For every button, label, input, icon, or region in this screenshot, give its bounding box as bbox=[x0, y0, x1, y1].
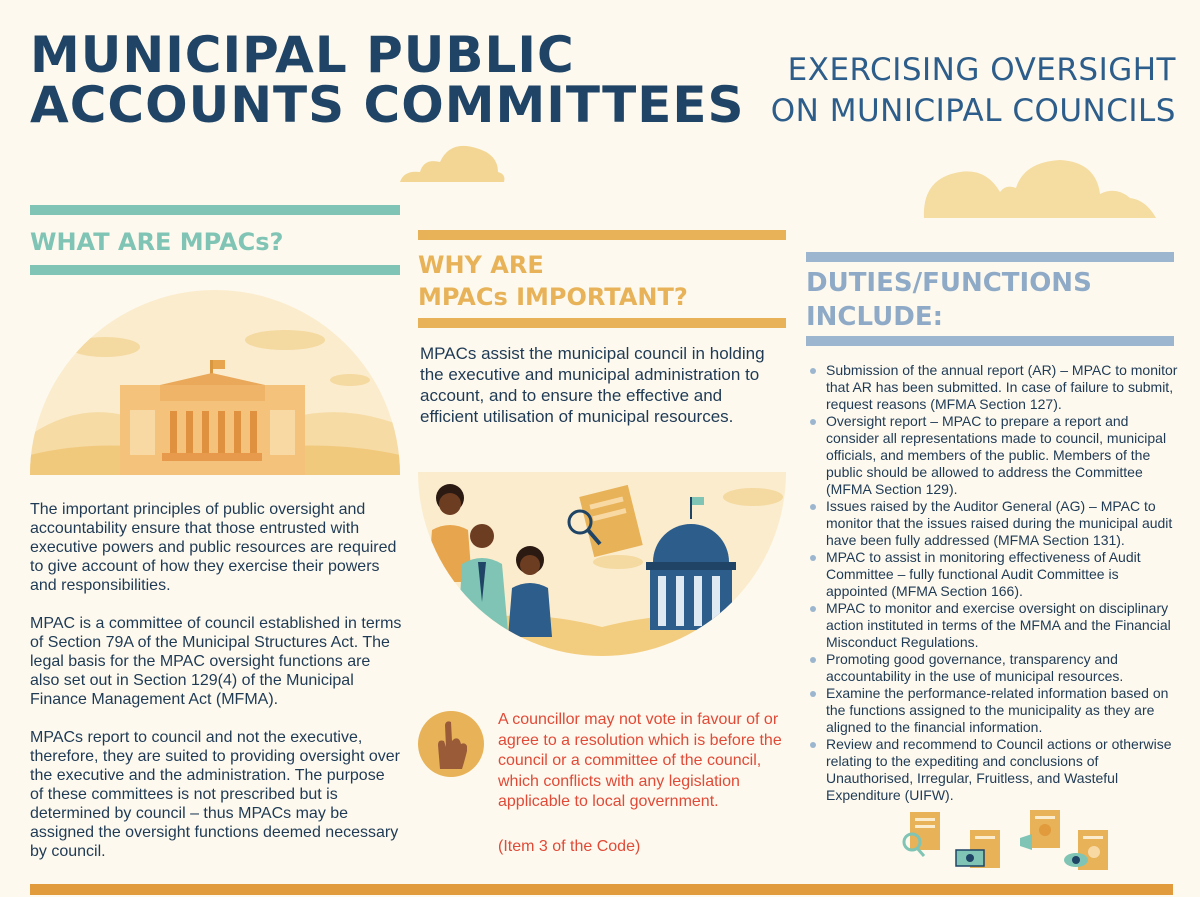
why-text: MPACs assist the municipal council in holding the executive and municipal administration to account, and to ensure the effective and efficient utilisation of municipal resources. bbox=[420, 344, 765, 426]
what-heading: WHAT ARE MPACs? bbox=[30, 228, 284, 256]
section-bar-bottom bbox=[806, 336, 1174, 346]
government-building-icon bbox=[30, 285, 400, 475]
list-item: Issues raised by the Auditor General (AG) – MPAC to monitor that the issues raised during the municipal audit have been fully addressed (MFMA Section 131). bbox=[806, 498, 1178, 549]
duties-list bbox=[806, 362, 1178, 804]
what-paragraph-3: MPACs report to council and not the executive, therefore, they are suited to providing oversight over the executive and the administration. The purpose of these committees is not prescribed but is determined by council – thus MPACs may be assigned the oversight functions deemed necessary by council. bbox=[30, 729, 400, 860]
list-item: Submission of the annual report (AR) – MPAC to monitor that AR has been submitted. In case of failure to submit, request reasons (MFMA Section 127). bbox=[806, 362, 1178, 413]
page-title bbox=[30, 26, 750, 134]
quote-reference: (Item 3 of the Code) bbox=[498, 838, 641, 855]
footer-bar bbox=[30, 884, 1173, 895]
section-bar-top bbox=[30, 205, 400, 215]
title-line-1: MUNICIPAL PUBLIC bbox=[30, 26, 575, 84]
title-line-2: ACCOUNTS COMMITTEES bbox=[30, 76, 745, 134]
report-icons bbox=[898, 808, 1113, 876]
list-item: Oversight report – MPAC to prepare a report and consider all representations made to council, municipal officials, and members of the public. Members of the public should be allowed to address the Committee (MFMA Section 129). bbox=[806, 413, 1178, 498]
subtitle-line-1: EXERCISING OVERSIGHT bbox=[787, 52, 1176, 88]
duties-heading-line-2: INCLUDE: bbox=[806, 302, 944, 332]
what-paragraph-1: The important principles of public oversight and accountability ensure that those entrusted with executive powers and public resources are required to give account of how they exercise their powers and responsibilities. bbox=[30, 501, 397, 594]
code-quote: A councillor may not vote in favour of or agree to a resolution which is before the council or a committee of the council, which conflicts with any legislation applicable to local government. bbox=[498, 711, 782, 810]
section-bar-top bbox=[418, 230, 786, 240]
cloud-icon bbox=[920, 158, 1160, 223]
what-body bbox=[30, 500, 402, 880]
section-bar-bottom bbox=[30, 265, 400, 275]
list-item: Examine the performance-related information based on the functions assigned to the municipality as they are aligned to the financial information. bbox=[806, 685, 1178, 736]
people-icon bbox=[418, 472, 786, 657]
duties-heading bbox=[806, 266, 1092, 334]
why-heading-line-1: WHY ARE bbox=[418, 251, 544, 279]
why-heading-line-2: MPACs IMPORTANT? bbox=[418, 283, 688, 311]
what-paragraph-2: MPAC is a committee of council established in terms of Section 79A of the Municipal Structures Act. The legal basis for the MPAC oversight functions are also set out in Section 129(4) of the Municipal Finance Management Act (MFMA). bbox=[30, 615, 402, 708]
cloud-icon bbox=[398, 140, 508, 185]
list-item: MPAC to monitor and exercise oversight on disciplinary action instituted in terms of the MFMA and the Financial Misconduct Regulations. bbox=[806, 600, 1178, 651]
section-bar-bottom bbox=[418, 318, 786, 328]
section-bar-top bbox=[806, 252, 1174, 262]
subtitle-line-2: ON MUNICIPAL COUNCILS bbox=[770, 93, 1176, 129]
why-heading bbox=[418, 249, 688, 313]
duties-heading-line-1: DUTIES/FUNCTIONS bbox=[806, 268, 1092, 298]
list-item: MPAC to assist in monitoring effectiveness of Audit Committee – fully functional Audit Committee is appointed (MFMA Section 166). bbox=[806, 549, 1178, 600]
page-subtitle bbox=[716, 50, 1176, 132]
list-item: Review and recommend to Council actions or otherwise relating to the expediting and conclusions of Unauthorised, Irregular, Fruitless, and Wasteful Expenditure (UIFW). bbox=[806, 736, 1178, 804]
raised-hand-icon bbox=[418, 711, 484, 777]
list-item: Promoting good governance, transparency and accountability in the use of municipal resources. bbox=[806, 651, 1178, 685]
